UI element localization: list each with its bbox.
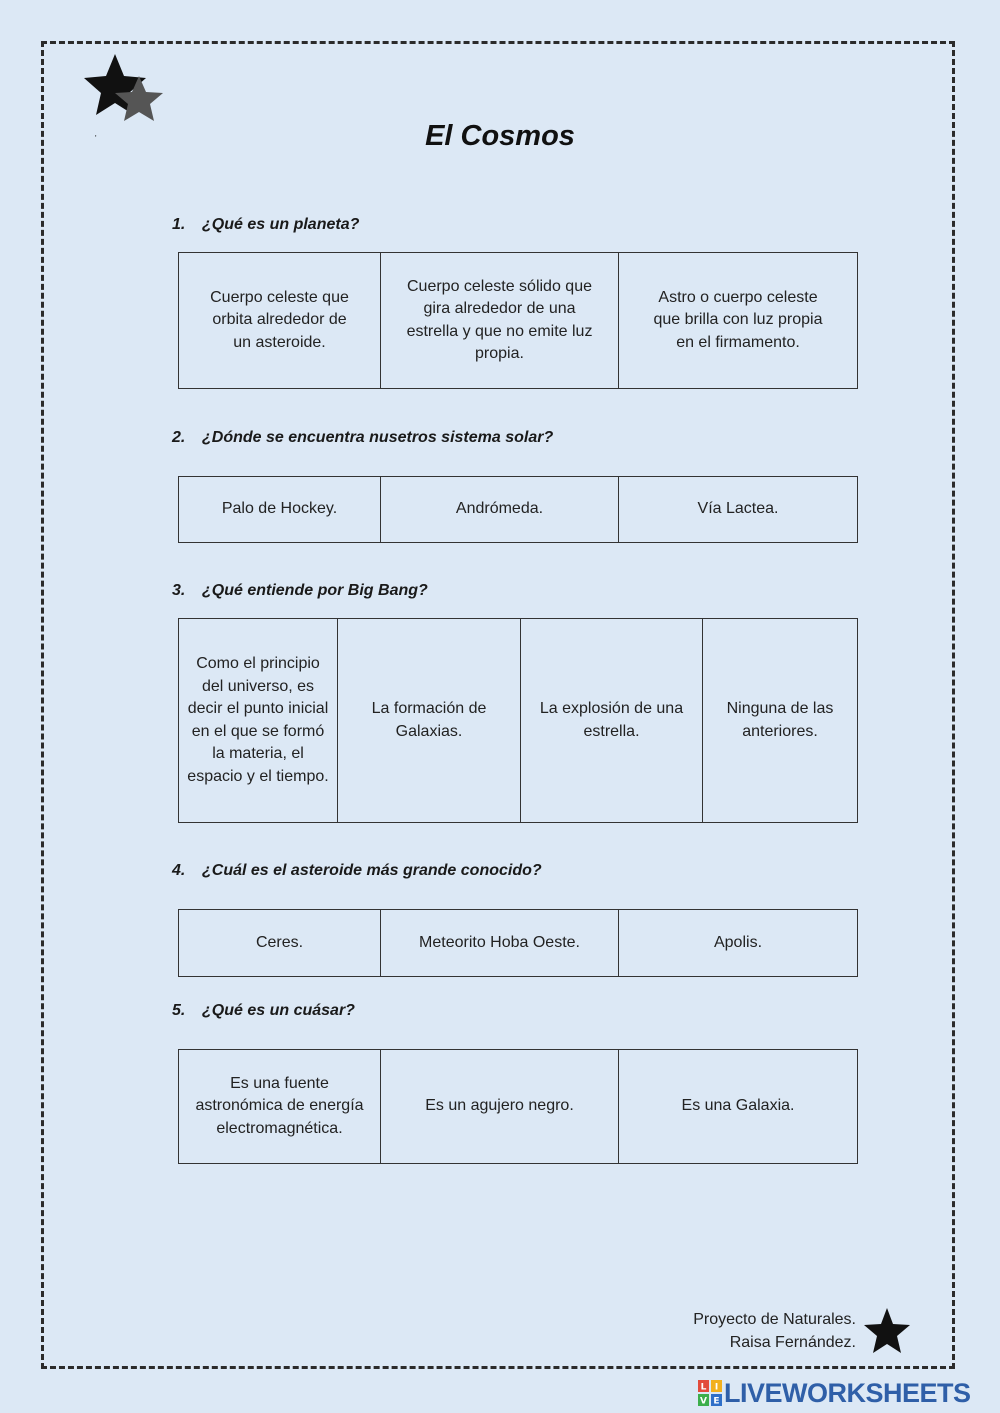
answer-options-4 (178, 909, 858, 977)
answer-option[interactable]: Cuerpo celeste que orbita alrededor de un asteroide. (179, 253, 381, 389)
answer-option[interactable]: Es una fuente astronómica de energía electromagnética. (179, 1050, 381, 1164)
logo-letter-l: L (700, 1382, 707, 1393)
star-icon (862, 1308, 912, 1354)
answer-options-3 (178, 618, 858, 823)
answer-option[interactable]: Como el principio del universo, es decir el punto inicial en el que se formó la materia, el espacio y el tiempo. (179, 619, 338, 823)
question-5 (172, 1002, 355, 1020)
question-number: 3. (172, 582, 186, 599)
question-text: ¿Qué entiende por Big Bang? (202, 582, 428, 599)
footer-credits (693, 1309, 856, 1354)
question-text: ¿Cuál es el asteroide más grande conocido? (202, 862, 542, 879)
question-3 (172, 582, 428, 600)
question-text: ¿Qué es un cuásar? (202, 1002, 355, 1019)
page-title: El Cosmos (425, 120, 575, 152)
question-4 (172, 862, 542, 880)
stray-mark: ' (95, 134, 97, 143)
logo-letter-v: V (700, 1396, 707, 1406)
answer-option[interactable]: Andrómeda. (381, 477, 619, 543)
question-2 (172, 429, 553, 447)
stars-decoration-icon (84, 54, 166, 126)
answer-option[interactable]: Vía Lactea. (619, 477, 858, 543)
answer-option[interactable]: Es un agujero negro. (381, 1050, 619, 1164)
footer-author: Raisa Fernández. (729, 1333, 856, 1351)
question-number: 5. (172, 1002, 186, 1019)
liveworksheets-logo-icon (698, 1380, 722, 1406)
answer-option[interactable]: Meteorito Hoba Oeste. (381, 910, 619, 977)
question-number: 4. (172, 862, 186, 879)
answer-option[interactable]: La formación de Galaxias. (338, 619, 521, 823)
question-number: 1. (172, 216, 186, 233)
question-number: 2. (172, 429, 186, 446)
answer-option[interactable]: Apolis. (619, 910, 858, 977)
answer-options-2 (178, 476, 858, 543)
answer-option[interactable]: Es una Galaxia. (619, 1050, 858, 1164)
answer-options-5 (178, 1049, 858, 1164)
answer-option[interactable]: Palo de Hockey. (179, 477, 381, 543)
question-text: ¿Dónde se encuentra nusetros sistema solar? (202, 429, 554, 446)
answer-options-1 (178, 252, 858, 389)
liveworksheets-brand[interactable] (698, 1377, 971, 1409)
brand-name: LIVEWORKSHEETS (724, 1377, 971, 1408)
answer-option[interactable]: La explosión de una estrella. (521, 619, 703, 823)
logo-letter-e: E (713, 1396, 720, 1406)
question-text: ¿Qué es un planeta? (202, 216, 360, 233)
answer-option[interactable]: Astro o cuerpo celeste que brilla con luz propia en el firmamento. (619, 253, 858, 389)
answer-option[interactable]: Ceres. (179, 910, 381, 977)
question-1 (172, 216, 359, 234)
logo-letter-i: I (714, 1382, 719, 1393)
footer-project: Proyecto de Naturales. (693, 1311, 856, 1328)
answer-option[interactable]: Ninguna de las anteriores. (703, 619, 858, 823)
answer-option[interactable]: Cuerpo celeste sólido que gira alrededor de una estrella y que no emite luz propia. (381, 253, 619, 389)
